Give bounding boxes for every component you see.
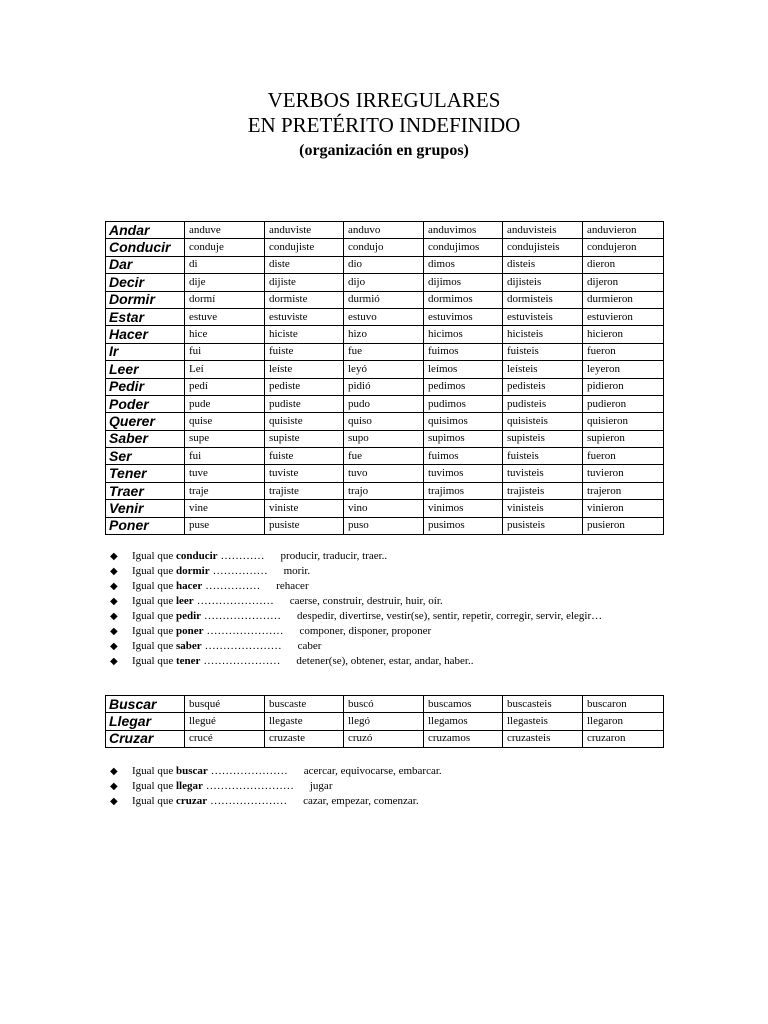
note-prefix: Igual que xyxy=(132,640,176,652)
verb-form: vinisteis xyxy=(503,500,583,517)
verb-infinitive: Ser xyxy=(106,448,185,465)
verb-form: estuve xyxy=(185,308,265,325)
similar-verbs: caerse, construir, destruir, huir, oír. xyxy=(289,595,443,607)
leader-dots: ………………… xyxy=(210,795,288,807)
similar-verbs: despedir, divertirse, vestir(se), sentir, repetir, corregir, servir, elegir… xyxy=(297,610,603,622)
verb-form: dormisteis xyxy=(503,291,583,308)
verb-form: puse xyxy=(185,517,265,534)
list-item xyxy=(110,564,650,579)
verb-form: pedimos xyxy=(424,378,503,395)
verb-form: pusimos xyxy=(424,517,503,534)
leader-dots: …………… xyxy=(205,580,261,592)
leader-dots: ………………… xyxy=(206,625,284,637)
table-row xyxy=(106,713,664,730)
table-row xyxy=(106,308,664,325)
verb-form: llegué xyxy=(185,713,265,730)
page-subtitle: (organización en grupos) xyxy=(299,142,469,159)
verb-form: buscó xyxy=(344,696,424,713)
list-item xyxy=(110,764,650,779)
verb-form: tuve xyxy=(185,465,265,482)
verb-form: dijisteis xyxy=(503,274,583,291)
leader-dots: ………………… xyxy=(196,595,274,607)
verb-infinitive: Decir xyxy=(106,274,185,291)
verb-form: estuvisteis xyxy=(503,308,583,325)
verb-form: supimos xyxy=(424,430,503,447)
list-item xyxy=(110,779,650,794)
verb-form: dije xyxy=(185,274,265,291)
verb-form: supiste xyxy=(265,430,344,447)
reference-verb: poner xyxy=(175,625,204,637)
verb-infinitive: Hacer xyxy=(106,326,185,343)
spelling-change-verbs-table xyxy=(105,695,664,748)
verb-infinitive: Cruzar xyxy=(106,730,185,747)
verb-form: supieron xyxy=(583,430,664,447)
verb-form: condujeron xyxy=(583,239,664,256)
table-row xyxy=(106,291,664,308)
similar-verbs: componer, disponer, proponer xyxy=(299,625,432,637)
verb-form: dio xyxy=(344,256,424,273)
leader-dots: ………………… xyxy=(204,640,282,652)
title-block xyxy=(0,88,768,162)
verb-infinitive: Leer xyxy=(106,361,185,378)
verb-form: anduvisteis xyxy=(503,222,583,239)
note-prefix: Igual que xyxy=(132,610,176,622)
verb-form: trajo xyxy=(344,482,424,499)
diamond-bullet-icon: ◆ xyxy=(110,626,118,637)
verb-form: buscaste xyxy=(265,696,344,713)
verb-form: leyó xyxy=(344,361,424,378)
similar-verbs: producir, traducir, traer.. xyxy=(280,550,388,562)
leader-dots: ………………… xyxy=(203,655,281,667)
verb-form: anduvo xyxy=(344,222,424,239)
diamond-bullet-icon: ◆ xyxy=(110,581,118,592)
note-prefix: Igual que xyxy=(132,795,176,807)
list-item xyxy=(110,654,650,669)
verb-form: quisisteis xyxy=(503,413,583,430)
verb-form: anduviste xyxy=(265,222,344,239)
list-item xyxy=(110,794,650,809)
verb-form: llegaron xyxy=(583,713,664,730)
verb-form: pedisteis xyxy=(503,378,583,395)
leader-dots: ………… xyxy=(220,550,265,562)
verb-form: llegasteis xyxy=(503,713,583,730)
list-item xyxy=(110,609,650,624)
note-prefix: Igual que xyxy=(132,780,176,792)
reference-verb: cruzar xyxy=(175,795,208,807)
verb-form: fuisteis xyxy=(503,448,583,465)
verb-form: anduvimos xyxy=(424,222,503,239)
verb-infinitive: Pedir xyxy=(106,378,185,395)
verb-form: fueron xyxy=(583,343,664,360)
verb-form: quisieron xyxy=(583,413,664,430)
note-prefix: Igual que xyxy=(132,550,176,562)
verb-form: quiso xyxy=(344,413,424,430)
table-row xyxy=(106,395,664,412)
verb-form: crucé xyxy=(185,730,265,747)
reference-verb: hacer xyxy=(175,580,203,592)
list-item xyxy=(110,579,650,594)
verb-infinitive: Andar xyxy=(106,222,185,239)
verb-form: trajimos xyxy=(424,482,503,499)
verb-form: tuvisteis xyxy=(503,465,583,482)
similar-verbs: jugar xyxy=(309,780,333,792)
similar-verbs: detener(se), obtener, estar, andar, haber.. xyxy=(296,655,474,667)
verb-form: quise xyxy=(185,413,265,430)
verb-form: leyeron xyxy=(583,361,664,378)
verb-form: vinieron xyxy=(583,500,664,517)
verb-form: fuiste xyxy=(265,448,344,465)
verb-form: supisteis xyxy=(503,430,583,447)
verb-form: estuviste xyxy=(265,308,344,325)
verb-form: vinimos xyxy=(424,500,503,517)
verb-form: cruzaron xyxy=(583,730,664,747)
list-item xyxy=(110,639,650,654)
leader-dots: …………………… xyxy=(205,780,294,792)
verb-form: busqué xyxy=(185,696,265,713)
verb-infinitive: Saber xyxy=(106,430,185,447)
verb-form: trajiste xyxy=(265,482,344,499)
table-row xyxy=(106,517,664,534)
leader-dots: ………………… xyxy=(204,610,282,622)
reference-verb: saber xyxy=(175,640,202,652)
table-row xyxy=(106,326,664,343)
verb-form: condujiste xyxy=(265,239,344,256)
verb-form: pedí xyxy=(185,378,265,395)
table-row xyxy=(106,413,664,430)
verb-form: pidieron xyxy=(583,378,664,395)
verb-form: estuvo xyxy=(344,308,424,325)
verb-infinitive: Ir xyxy=(106,343,185,360)
page-title: VERBOS IRREGULARES xyxy=(267,88,501,112)
note-prefix: Igual que xyxy=(132,765,176,777)
verb-form: fue xyxy=(344,448,424,465)
verb-form: dijeron xyxy=(583,274,664,291)
verb-form: anduve xyxy=(185,222,265,239)
verb-form: estuvimos xyxy=(424,308,503,325)
diamond-bullet-icon: ◆ xyxy=(110,596,118,607)
similar-verbs: cazar, empezar, comenzar. xyxy=(303,795,419,807)
verb-form: supo xyxy=(344,430,424,447)
note-prefix: Igual que xyxy=(132,565,176,577)
leader-dots: …………… xyxy=(212,565,268,577)
verb-infinitive: Querer xyxy=(106,413,185,430)
verb-form: buscaron xyxy=(583,696,664,713)
verb-form: pidió xyxy=(344,378,424,395)
table-row xyxy=(106,378,664,395)
verb-form: dormí xyxy=(185,291,265,308)
reference-verb: conducir xyxy=(175,550,218,562)
table-row xyxy=(106,430,664,447)
similar-verbs: morir. xyxy=(283,565,311,577)
verb-form: pediste xyxy=(265,378,344,395)
verb-form: pusieron xyxy=(583,517,664,534)
similar-verbs: acercar, equivocarse, embarcar. xyxy=(303,765,442,777)
verb-form: durmieron xyxy=(583,291,664,308)
verb-form: buscasteis xyxy=(503,696,583,713)
reference-verb: leer xyxy=(175,595,194,607)
table-row xyxy=(106,500,664,517)
verb-form: viniste xyxy=(265,500,344,517)
table-row xyxy=(106,274,664,291)
verb-form: hicieron xyxy=(583,326,664,343)
verb-form: leísteis xyxy=(503,361,583,378)
list-item xyxy=(110,594,650,609)
verb-infinitive: Buscar xyxy=(106,696,185,713)
verb-form: dormiste xyxy=(265,291,344,308)
verb-form: tuvimos xyxy=(424,465,503,482)
verb-form: dijiste xyxy=(265,274,344,291)
verb-form: cruzó xyxy=(344,730,424,747)
verb-form: puso xyxy=(344,517,424,534)
verb-form: condujisteis xyxy=(503,239,583,256)
spelling-change-similar-list xyxy=(110,764,650,809)
verb-form: pudimos xyxy=(424,395,503,412)
table-row xyxy=(106,448,664,465)
verb-infinitive: Poder xyxy=(106,395,185,412)
verb-infinitive: Traer xyxy=(106,482,185,499)
verb-form: vino xyxy=(344,500,424,517)
verb-infinitive: Venir xyxy=(106,500,185,517)
verb-form: fue xyxy=(344,343,424,360)
verb-form: dijo xyxy=(344,274,424,291)
diamond-bullet-icon: ◆ xyxy=(110,551,118,562)
reference-verb: buscar xyxy=(175,765,208,777)
irregular-verbs-table xyxy=(105,221,664,535)
verb-form: hicisteis xyxy=(503,326,583,343)
note-prefix: Igual que xyxy=(132,580,176,592)
verb-form: anduvieron xyxy=(583,222,664,239)
verb-form: leímos xyxy=(424,361,503,378)
verb-form: fuimos xyxy=(424,448,503,465)
reference-verb: llegar xyxy=(175,780,203,792)
reference-verb: tener xyxy=(175,655,201,667)
verb-infinitive: Tener xyxy=(106,465,185,482)
verb-form: fuimos xyxy=(424,343,503,360)
verb-form: dijimos xyxy=(424,274,503,291)
similar-verbs-list xyxy=(110,549,650,669)
verb-form: leíste xyxy=(265,361,344,378)
verb-form: di xyxy=(185,256,265,273)
verb-form: dieron xyxy=(583,256,664,273)
similar-verbs: caber xyxy=(297,640,322,652)
verb-form: condujo xyxy=(344,239,424,256)
verb-form: diste xyxy=(265,256,344,273)
verb-form: trajeron xyxy=(583,482,664,499)
verb-form: vine xyxy=(185,500,265,517)
verb-form: fui xyxy=(185,343,265,360)
reference-verb: pedir xyxy=(175,610,202,622)
verb-form: llegaste xyxy=(265,713,344,730)
table-row xyxy=(106,239,664,256)
table-row xyxy=(106,361,664,378)
verb-form: fui xyxy=(185,448,265,465)
verb-form: pudisteis xyxy=(503,395,583,412)
table-row xyxy=(106,696,664,713)
verb-form: dormimos xyxy=(424,291,503,308)
verb-form: hice xyxy=(185,326,265,343)
verb-form: llegamos xyxy=(424,713,503,730)
verb-infinitive: Dar xyxy=(106,256,185,273)
verb-form: condujimos xyxy=(424,239,503,256)
list-item xyxy=(110,549,650,564)
reference-verb: dormir xyxy=(175,565,210,577)
verb-form: disteis xyxy=(503,256,583,273)
verb-form: supe xyxy=(185,430,265,447)
verb-infinitive: Llegar xyxy=(106,713,185,730)
diamond-bullet-icon: ◆ xyxy=(110,796,118,807)
note-prefix: Igual que xyxy=(132,595,176,607)
verb-form: cruzasteis xyxy=(503,730,583,747)
verb-form: Leí xyxy=(185,361,265,378)
verb-form: llegó xyxy=(344,713,424,730)
table-row xyxy=(106,222,664,239)
verb-form: pudiste xyxy=(265,395,344,412)
verb-form: hiciste xyxy=(265,326,344,343)
verb-form: pusiste xyxy=(265,517,344,534)
note-prefix: Igual que xyxy=(132,655,176,667)
leader-dots: ………………… xyxy=(210,765,288,777)
diamond-bullet-icon: ◆ xyxy=(110,641,118,652)
verb-form: trajisteis xyxy=(503,482,583,499)
verb-form: tuvo xyxy=(344,465,424,482)
verb-form: quisimos xyxy=(424,413,503,430)
diamond-bullet-icon: ◆ xyxy=(110,766,118,777)
diamond-bullet-icon: ◆ xyxy=(110,781,118,792)
verb-form: durmió xyxy=(344,291,424,308)
diamond-bullet-icon: ◆ xyxy=(110,566,118,577)
verb-form: tuviste xyxy=(265,465,344,482)
diamond-bullet-icon: ◆ xyxy=(110,611,118,622)
page-title-line2: EN PRETÉRITO INDEFINIDO xyxy=(247,113,521,137)
verb-form: buscamos xyxy=(424,696,503,713)
verb-form: cruzaste xyxy=(265,730,344,747)
verb-infinitive: Poner xyxy=(106,517,185,534)
verb-infinitive: Conducir xyxy=(106,239,185,256)
verb-form: estuvieron xyxy=(583,308,664,325)
similar-verbs: rehacer xyxy=(276,580,309,592)
verb-form: cruzamos xyxy=(424,730,503,747)
table-row xyxy=(106,343,664,360)
verb-form: traje xyxy=(185,482,265,499)
verb-form: tuvieron xyxy=(583,465,664,482)
verb-form: hicimos xyxy=(424,326,503,343)
verb-form: pude xyxy=(185,395,265,412)
table-row xyxy=(106,730,664,747)
verb-form: hizo xyxy=(344,326,424,343)
verb-form: fueron xyxy=(583,448,664,465)
verb-form: quisiste xyxy=(265,413,344,430)
verb-infinitive: Dormir xyxy=(106,291,185,308)
table-row xyxy=(106,256,664,273)
verb-infinitive: Estar xyxy=(106,308,185,325)
verb-form: pudieron xyxy=(583,395,664,412)
verb-form: conduje xyxy=(185,239,265,256)
verb-form: fuiste xyxy=(265,343,344,360)
verb-form: fuisteis xyxy=(503,343,583,360)
verb-form: dimos xyxy=(424,256,503,273)
verb-form: pusisteis xyxy=(503,517,583,534)
diamond-bullet-icon: ◆ xyxy=(110,656,118,667)
table-row xyxy=(106,482,664,499)
note-prefix: Igual que xyxy=(132,625,176,637)
list-item xyxy=(110,624,650,639)
verb-form: pudo xyxy=(344,395,424,412)
table-row xyxy=(106,465,664,482)
